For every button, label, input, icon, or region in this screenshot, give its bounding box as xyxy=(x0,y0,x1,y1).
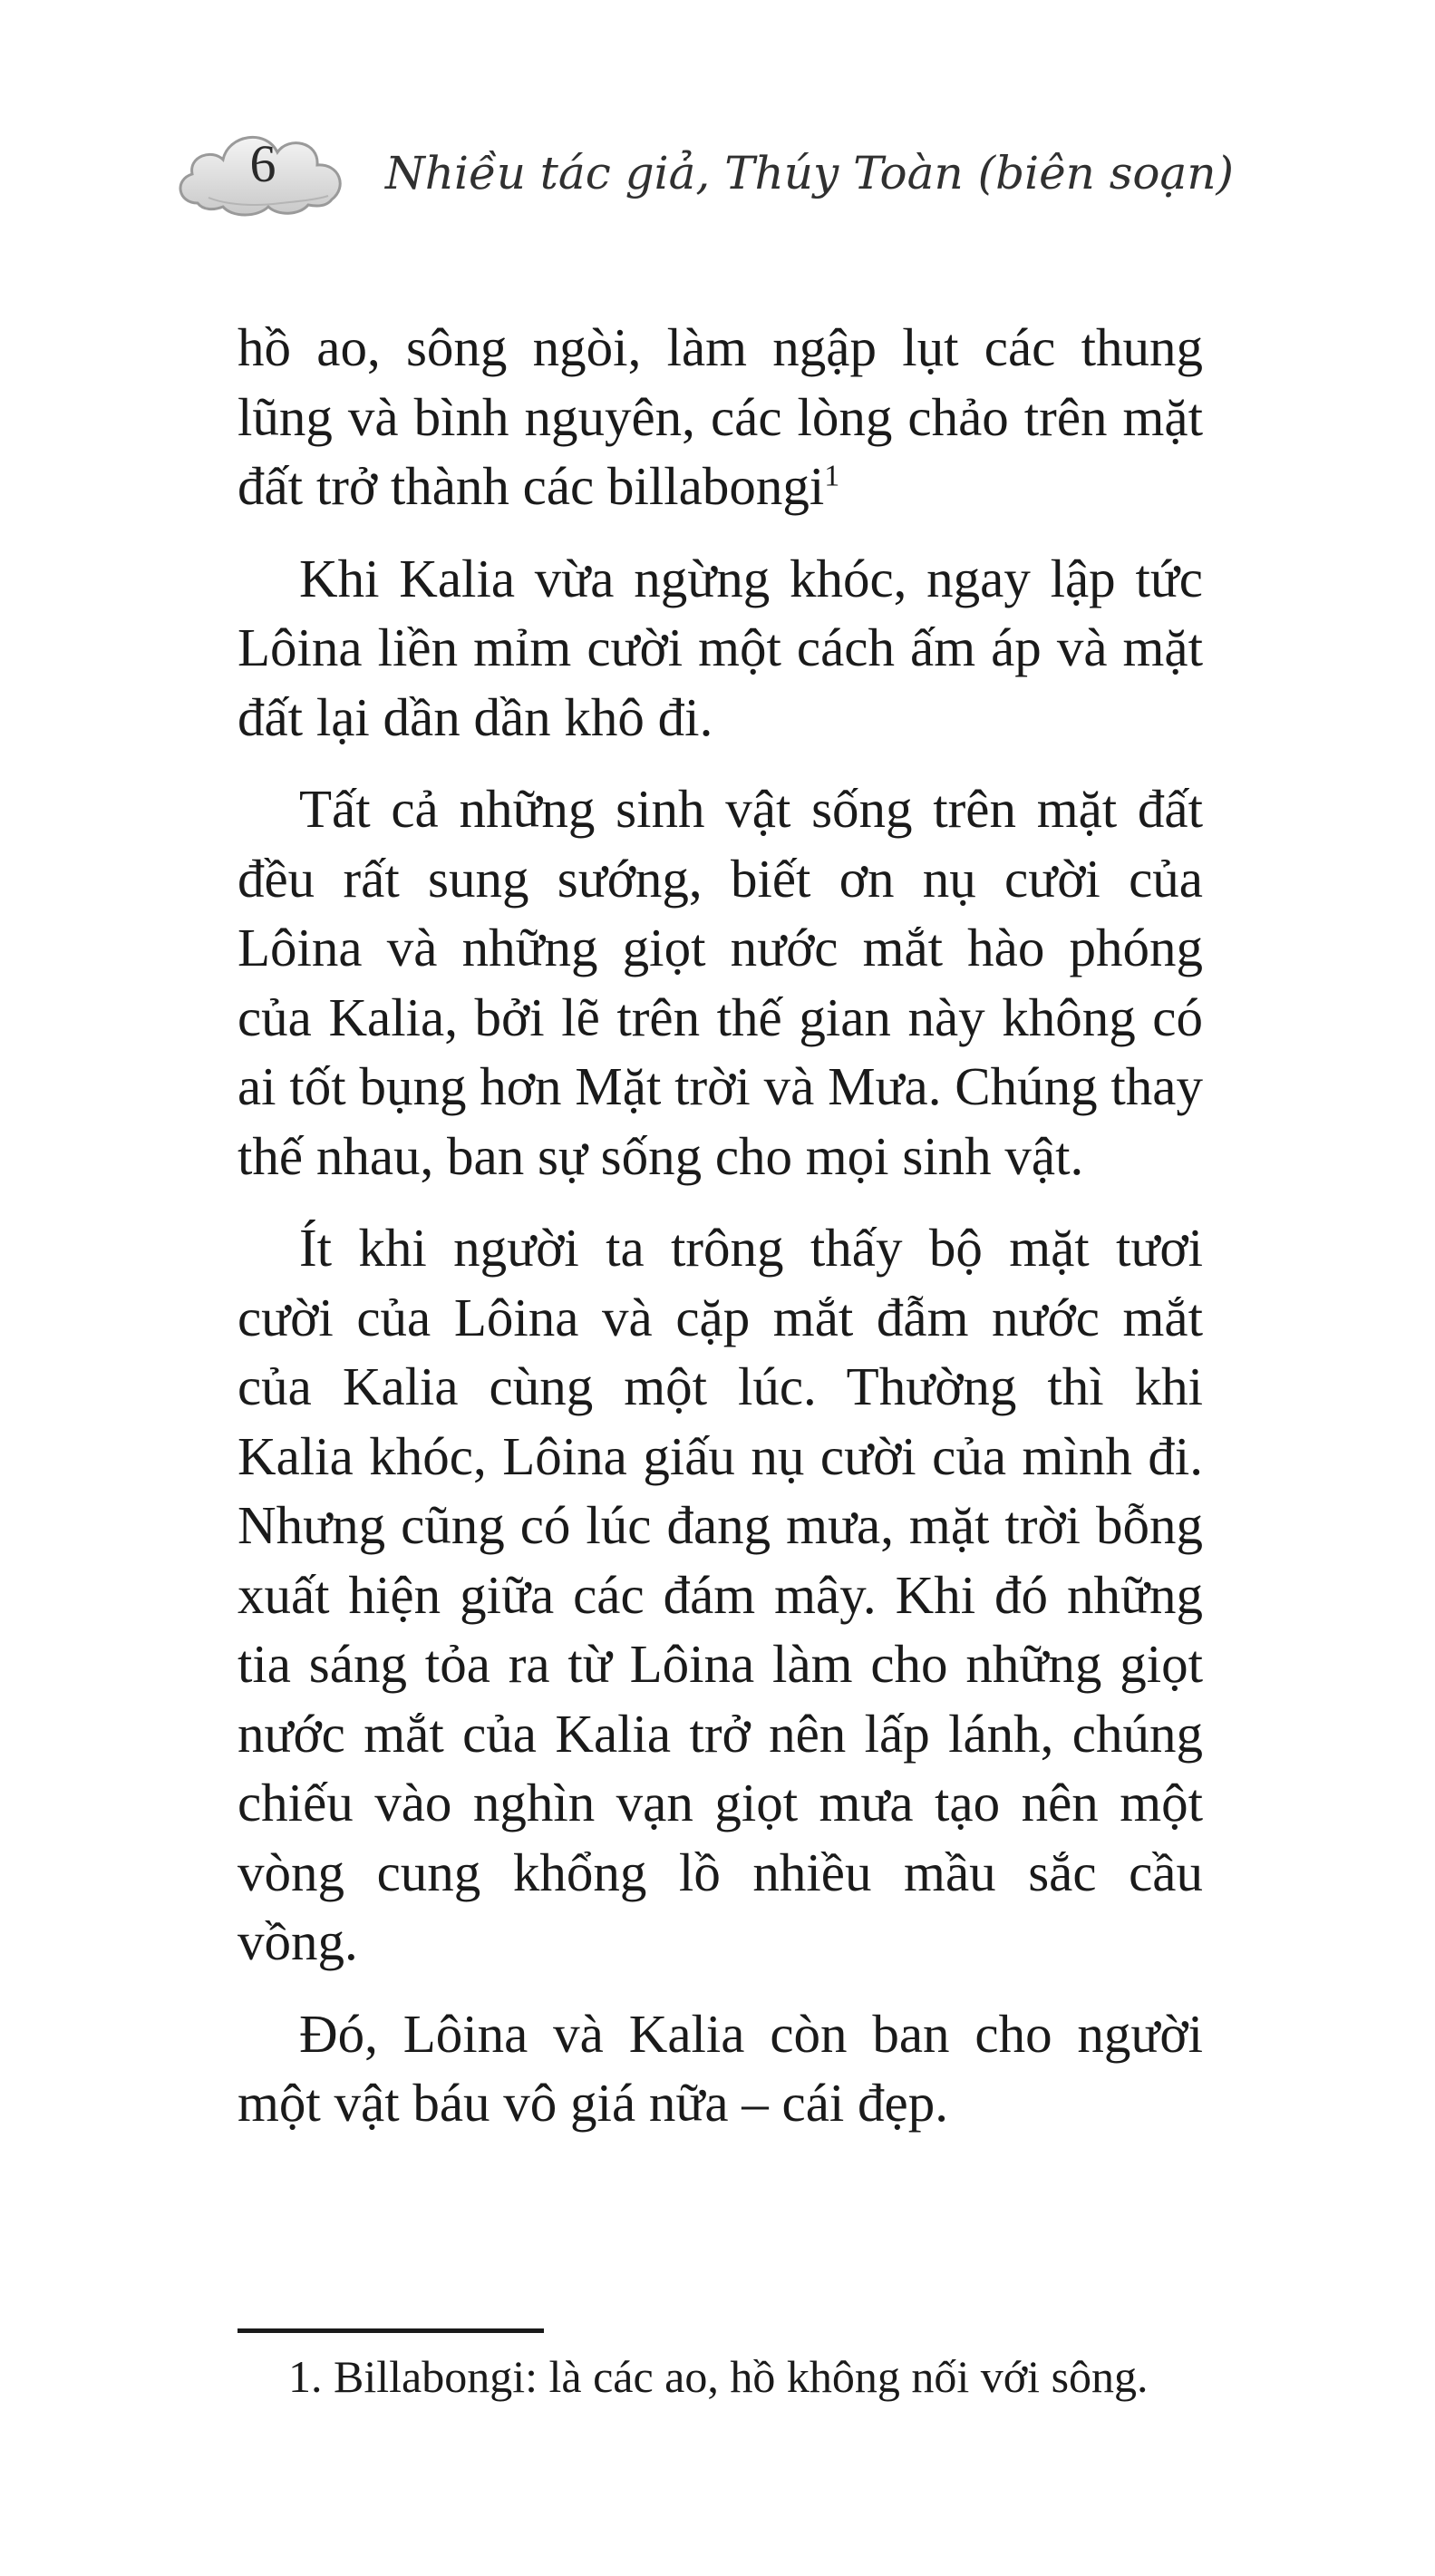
body-text xyxy=(238,313,1203,2161)
paragraph-text: hồ ao, sông ngòi, làm ngập lụt các thung lũng và bình nguyên, các lòng chảo trên mặt đất trở thành các billabongi xyxy=(238,317,1203,516)
footnote-marker: 1 xyxy=(824,459,840,493)
page-number: 6 xyxy=(249,134,276,193)
paragraph: Đó, Lôina và Kalia còn ban cho người một vật báu vô giá nữa – cái đẹp. xyxy=(238,2003,1203,2133)
paragraph: Ít khi người ta trông thấy bộ mặt tươi cười của Lôina và cặp mắt đẫm nước mắt của Kalia cùng một lúc. Thường thì khi Kalia khóc, Lôina giấu nụ cười của mình đi. Nhưng cũng có lúc đang mưa, mặt trời bỗng xuất hiện giữa các đám mây. Khi đó những tia sáng tỏa ra từ Lôina làm cho những giọt nước mắt của Kalia trở nên lấp lánh, chúng chiếu vào nghìn vạn giọt mưa tạo nên một vòng cung khổng lồ nhiều mầu sắc cầu vồng. xyxy=(238,1218,1203,1971)
paragraph xyxy=(238,313,1203,521)
page-header xyxy=(172,116,1296,234)
paragraph: Tất cả những sinh vật sống trên mặt đất đều rất sung sướng, biết ơn nụ cười của Lôina và những giọt nước mắt hào phóng của Kalia, bởi lẽ trên thế gian này không có ai tốt bụng hơn Mặt trời và Mưa. Chúng thay thế nhau, ban sự sống cho mọi sinh vật. xyxy=(238,779,1203,1186)
running-head: Nhiều tác giả, Thúy Toàn (biên soạn) xyxy=(385,147,1235,199)
footnote-divider xyxy=(238,2328,544,2333)
paragraph: Khi Kalia vừa ngừng khóc, ngay lập tức Lôina liền mỉm cười một cách ấm áp và mặt đất lại dần dần khô đi. xyxy=(238,548,1203,747)
footnote: 1. Billabongi: là các ao, hồ không nối với sông. xyxy=(288,2351,1149,2402)
